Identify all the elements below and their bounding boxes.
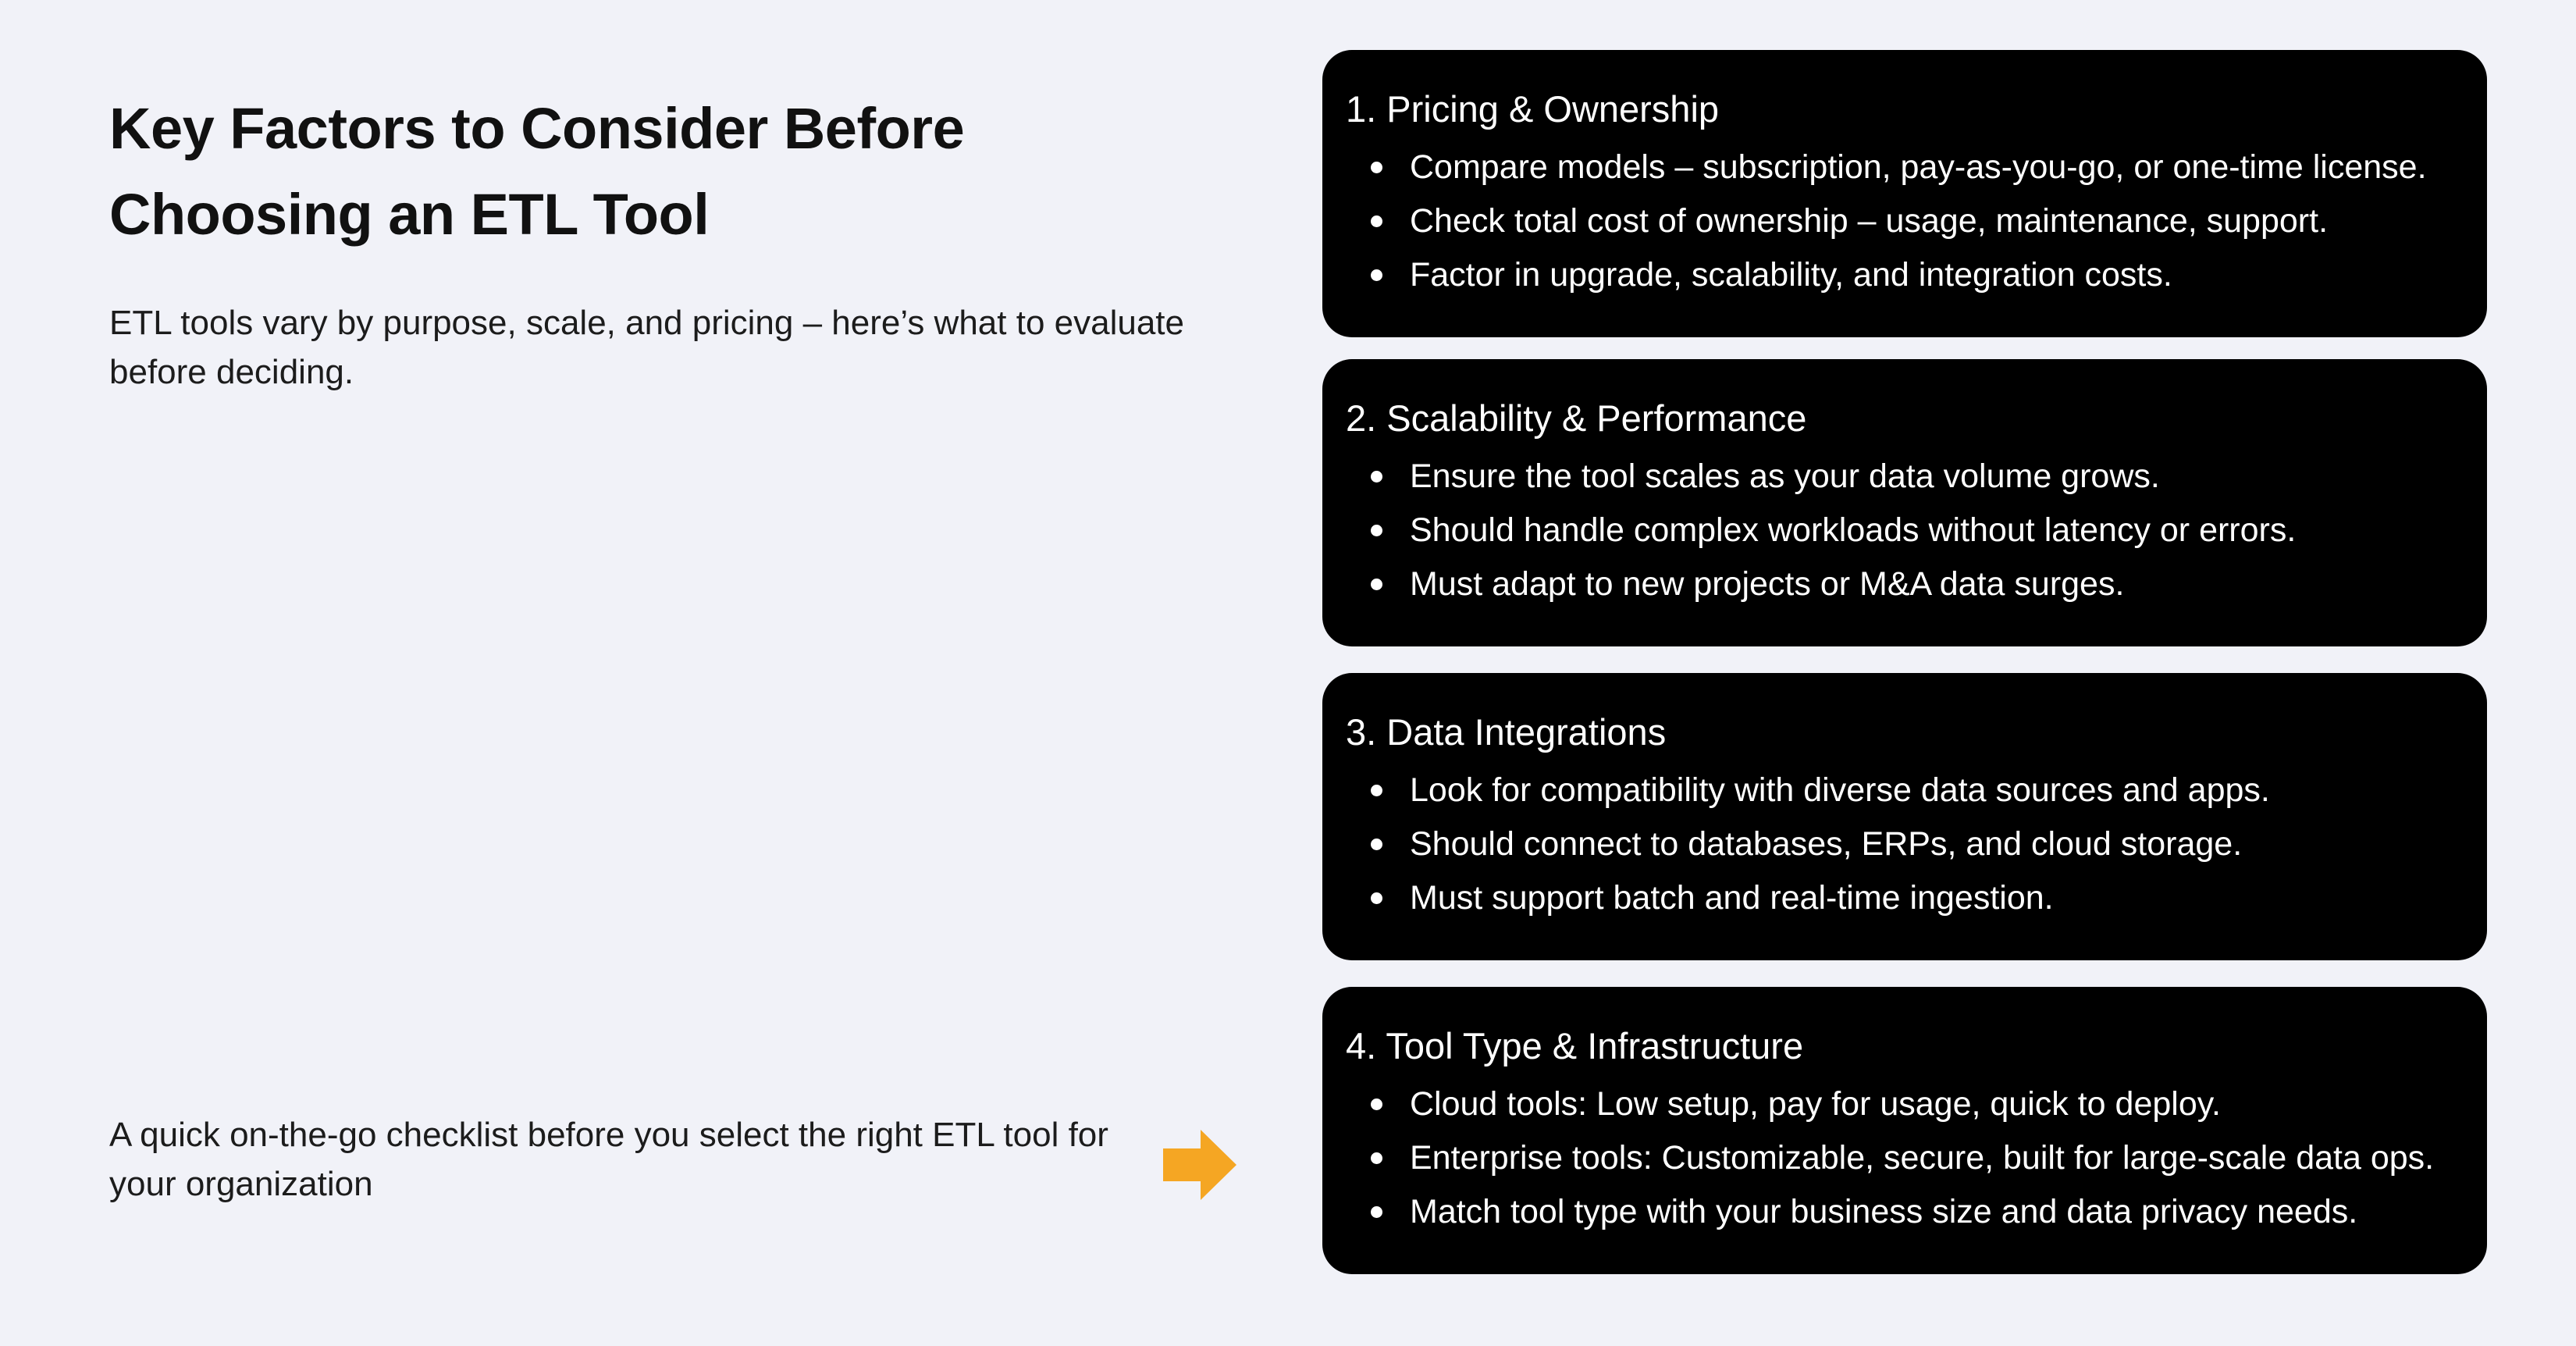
list-item xyxy=(1346,1131,2464,1185)
list-item-text: Should handle complex workloads without latency or errors. xyxy=(1410,511,2297,549)
list-item-text: Enterprise tools: Customizable, secure, built for large-scale data ops. xyxy=(1410,1139,2435,1177)
page-title: Key Factors to Consider Before Choosing an ETL Tool xyxy=(109,96,965,247)
list-item-text: Match tool type with your business size and data privacy needs. xyxy=(1410,1193,2358,1230)
card-list xyxy=(1346,450,2464,611)
page-subtitle: ETL tools vary by purpose, scale, and pricing – here’s what to evaluate before deciding. xyxy=(109,304,1184,391)
card-title: 1. Pricing & Ownership xyxy=(1346,88,1720,130)
card-title: 2. Scalability & Performance xyxy=(1346,397,1807,439)
list-item xyxy=(1346,1077,2464,1131)
list-item-text: Compare models – subscription, pay-as-you-go, or one-time license. xyxy=(1410,148,2427,186)
list-item-text: Cloud tools: Low setup, pay for usage, quick to deploy. xyxy=(1410,1085,2221,1123)
bullet-icon xyxy=(1371,785,1382,796)
bullet-icon xyxy=(1371,579,1382,590)
list-item-text: Look for compatibility with diverse data sources and apps. xyxy=(1410,771,2270,809)
bullet-icon xyxy=(1371,1099,1382,1110)
list-item-text: Must support batch and real-time ingestion. xyxy=(1410,879,2054,917)
bullet-icon xyxy=(1371,215,1382,227)
bullet-icon xyxy=(1371,269,1382,281)
list-item xyxy=(1346,817,2464,871)
card-list xyxy=(1346,1077,2464,1239)
card-data-integrations xyxy=(1322,673,2487,960)
list-item xyxy=(1346,871,2464,925)
list-item-text: Ensure the tool scales as your data volume grows. xyxy=(1410,458,2160,495)
list-item xyxy=(1346,557,2464,611)
arrow-right-icon xyxy=(1163,1130,1236,1200)
card-title: 4. Tool Type & Infrastructure xyxy=(1346,1025,1804,1066)
list-item xyxy=(1346,194,2464,248)
card-tool-type-infrastructure xyxy=(1322,987,2487,1274)
bullet-icon xyxy=(1371,892,1382,904)
list-item-text: Factor in upgrade, scalability, and integration costs. xyxy=(1410,256,2172,294)
intro-section xyxy=(109,86,1218,397)
list-item-text: Check total cost of ownership – usage, maintenance, support. xyxy=(1410,202,2329,240)
list-item xyxy=(1346,504,2464,557)
card-pricing-ownership xyxy=(1322,50,2487,337)
bullet-icon xyxy=(1371,471,1382,482)
list-item-text: Should connect to databases, ERPs, and cloud storage. xyxy=(1410,825,2243,863)
bullet-icon xyxy=(1371,1206,1382,1218)
card-list xyxy=(1346,141,2464,302)
checklist-note: A quick on-the-go checklist before you select the right ETL tool for your organization xyxy=(109,1116,1108,1203)
bullet-icon xyxy=(1371,525,1382,536)
list-item xyxy=(1346,764,2464,817)
card-list xyxy=(1346,764,2464,925)
card-scalability-performance xyxy=(1322,359,2487,646)
list-item xyxy=(1346,248,2464,302)
list-item-text: Must adapt to new projects or M&A data surges. xyxy=(1410,565,2125,603)
list-item xyxy=(1346,141,2464,194)
bullet-icon xyxy=(1371,1152,1382,1164)
list-item xyxy=(1346,1185,2464,1239)
bullet-icon xyxy=(1371,839,1382,850)
card-title: 3. Data Integrations xyxy=(1346,711,1667,753)
list-item xyxy=(1346,450,2464,504)
bullet-icon xyxy=(1371,162,1382,173)
